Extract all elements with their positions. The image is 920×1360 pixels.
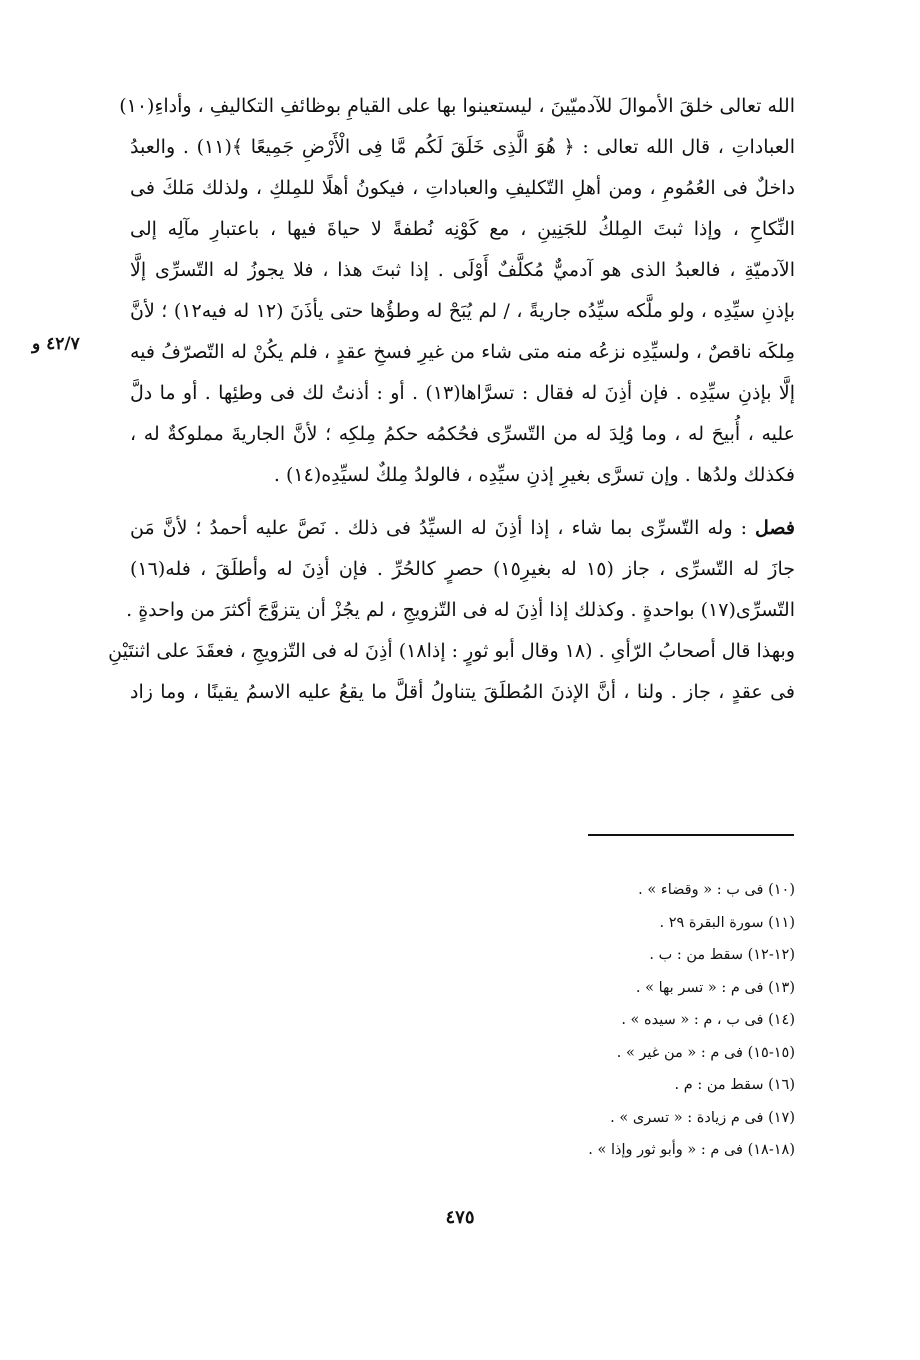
footnote: (١٧) فى م زيادة : « تسرى » .: [610, 1109, 795, 1126]
paragraph-gap: [130, 496, 795, 508]
margin-folio-note: ٤٢/٧ و: [32, 334, 80, 354]
text-line: داخلٌ فى العُمُومِ ، ومن أهلِ التّكليفِ والعباداتِ ، فيكونُ أهلًا للمِلكِ ، ولذلك مَلكَ فى: [130, 177, 795, 199]
text-line-rest: : وله التّسرِّى بما شاء ، إذا أذِنَ له السيِّدُ فى ذلك . نَصَّ عليه أحمدُ ؛ لأنَّ مَن: [130, 517, 756, 539]
footnote: (١٦) سقط من : م .: [674, 1077, 795, 1093]
page-number: ٤٧٥: [445, 1207, 475, 1228]
text-line: الله تعالى خلقَ الأموالَ للآدميّينَ ، ليستعينوا بها على القيامِ بوظائفِ التكاليفِ ، وأداءِ(١٠): [119, 95, 795, 117]
footnotes: [420, 874, 795, 1167]
paragraph-1: [119, 86, 795, 496]
text-line: فى عقدٍ ، جاز . ولنا ، أنَّ الإذنَ المُطلَقَ يتناولُ أقلَّ ما يقعُ عليه الاسمُ يقينًا ، وما زاد: [130, 681, 795, 703]
text-line: جازَ له التّسرِّى ، جاز (١٥ له بغيرِ١٥) حصرٍ كالحُرِّ . فإن أذِنَ له وأطلَقَ ، فله(١٦): [130, 558, 795, 580]
text-line: بإذنِ سيِّدِه ، ولو ملَّكه سيِّدُه جاريةً ، / لم يُبَحْ له وطؤُها حتى يأذَنَ (١٢ له فيه١٢) ؛ لأنَّ: [130, 300, 795, 322]
footnote: (١٠) فى ب : « وقضاء » .: [638, 882, 795, 898]
text-line: النِّكاحِ ، وإذا ثبتَ المِلكُ للجَنِينِ ، مع كَوْنِه نُطفةً لا حياةَ فيها ، باعتبارِ مآلِه إلى: [130, 218, 795, 240]
footnote: (١٤) فى ب ، م : « سيده » .: [621, 1012, 795, 1028]
section-heading-fasl: فصل: [755, 517, 795, 539]
text-line: فكذلك ولدُها . وإن تسرَّى بغيرِ إذنِ سيِّدِه ، فالولدُ مِلكٌ لسيِّدِه(١٤) .: [273, 464, 795, 486]
text-line: وبهذا قال أصحابُ الرّأىِ . (١٨ وقال أبو ثورٍ : إذا١٨) أذِنَ له فى التّزويجِ ، فعقَدَ على اثنتَيْنِ: [108, 640, 795, 662]
paragraph-2: [108, 508, 795, 713]
text-line: التّسرِّى(١٧) بواحدةٍ . وكذلك إذا أذِنَ له فى التّزويجِ ، لم يجُزْ أن يتزوَّجَ أكثرَ من واحدةٍ .: [126, 599, 795, 621]
footnote: (١٥-١٥) فى م : « من غير » .: [616, 1044, 795, 1061]
text-line: العباداتِ ، قال الله تعالى : ﴿ هُوَ الَّذِى خَلَقَ لَكُم مَّا فِى الْأَرْضِ جَمِيعًا ﴾(١١) . والعبدُ: [130, 136, 795, 158]
footnote: (١٨-١٨) فى م : « وأبو ثور وإذا » .: [588, 1142, 795, 1158]
footnote: (١٣) فى م : « تسر بها » .: [635, 979, 795, 996]
text-line: مِلكَه ناقصٌ ، ولسيِّدِه نزعُه منه متى شاء من غيرِ فسخِ عقدٍ ، فلم يكُنْ له التّصرّفُ فيه: [130, 341, 795, 363]
main-text: [108, 86, 795, 713]
text-line: عليه ، أُبيحَ له ، وما وُلِدَ له من التّسرِّى فحُكمُه حكمُ مِلكِه ؛ لأنَّ الجاريةَ مملوكةٌ له ،: [130, 423, 795, 445]
footnote: (١١) سورة البقرة ٢٩ .: [659, 914, 795, 931]
footnote: (١٢-١٢) سقط من : ب .: [649, 947, 795, 963]
text-line: [130, 508, 795, 549]
text-line: إلَّا بإذنِ سيِّدِه . فإن أذِنَ له فقال : تسرَّاها(١٣) . أو : أذنتُ لك فى وطئِها . أو ما دلَّ: [130, 382, 795, 404]
text-line: الآدميّةِ ، فالعبدُ الذى هو آدميٌّ مُكلَّفٌ أَوْلَى . إذا ثبتَ هذا ، فلا يجوزُ له التّسرِّى إلَّا: [130, 259, 795, 281]
footnote-separator: [588, 834, 794, 836]
